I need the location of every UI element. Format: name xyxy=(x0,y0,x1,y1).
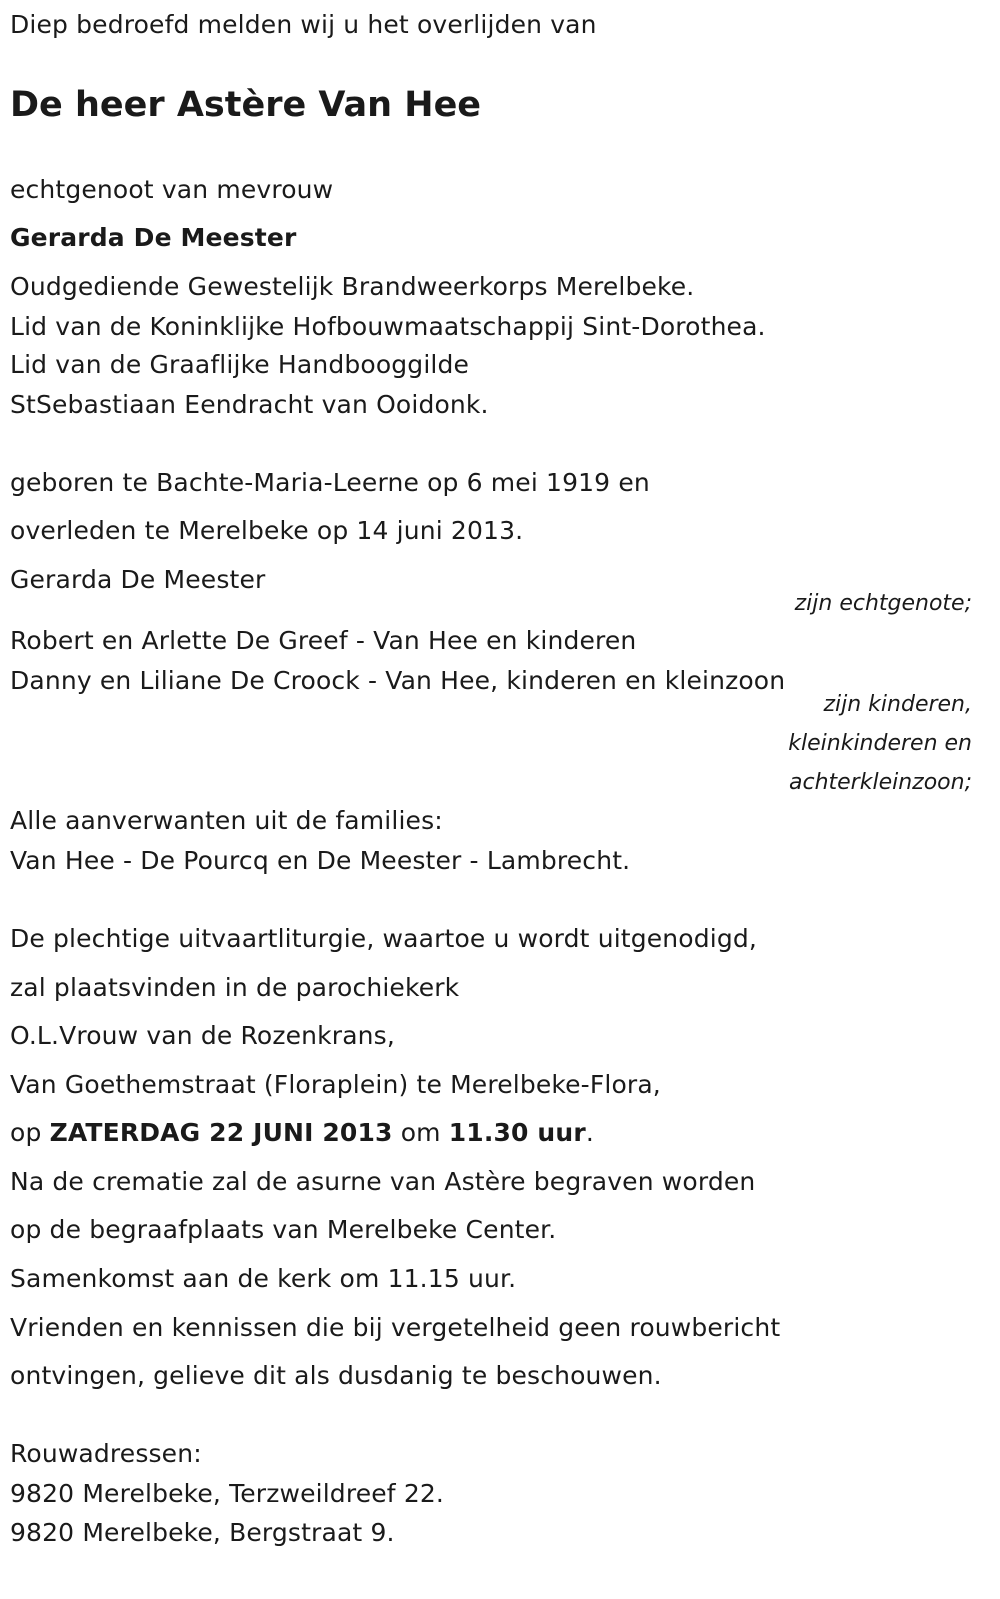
affiliation-line: StSebastiaan Eendracht van Ooidonk. xyxy=(10,390,489,419)
funeral-date-prefix: op xyxy=(10,1118,42,1147)
funeral-line: zal plaatsvinden in de parochiekerk xyxy=(10,973,460,1002)
funeral-time: 11.30 uur xyxy=(448,1118,586,1147)
intro-text: Diep bedroefd melden wij u het overlijden van xyxy=(10,10,597,39)
notice-text: Vrienden en kennissen die bij vergetelheid geen rouwbericht xyxy=(10,1313,781,1342)
funeral-address: Van Goethemstraat (Floraplein) te Merelbeke-Flora, xyxy=(10,1070,661,1099)
funeral-line: De plechtige uitvaartliturgie, waartoe u wordt uitgenodigd, xyxy=(10,924,757,953)
affiliation-line: Oudgediende Gewestelijk Brandweerkorps Merelbeke. xyxy=(10,272,695,301)
mourner-children-line: Robert en Arlette De Greef - Van Hee en kinderen xyxy=(10,626,637,655)
children-role-line: achterkleinzoon; xyxy=(789,770,972,795)
funeral-datetime xyxy=(10,1118,594,1148)
mourner-spouse-role: zijn echtgenote; xyxy=(794,591,972,616)
birth-text: geboren te Bachte-Maria-Leerne op 6 mei 1919 en xyxy=(10,468,650,497)
spouse-intro: echtgenoot van mevrouw xyxy=(10,175,334,204)
relatives-intro: Alle aanverwanten uit de families: xyxy=(10,806,443,835)
funeral-church: O.L.Vrouw van de Rozenkrans, xyxy=(10,1021,395,1050)
address-line: 9820 Merelbeke, Terzweildreef 22. xyxy=(10,1479,445,1508)
funeral-datetime-suffix: . xyxy=(585,1118,594,1147)
mourner-children-line: Danny en Liliane De Croock - Van Hee, kinderen en kleinzoon xyxy=(10,666,786,695)
notice-text: ontvingen, gelieve dit als dusdanig te beschouwen. xyxy=(10,1361,662,1390)
affiliation-line: Lid van de Graaflijke Handbooggilde xyxy=(10,350,470,379)
deceased-name: De heer Astère Van Hee xyxy=(10,85,482,125)
cremation-text: Na de crematie zal de asurne van Astère begraven worden xyxy=(10,1167,756,1196)
address-line: 9820 Merelbeke, Bergstraat 9. xyxy=(10,1518,395,1547)
mourner-spouse: Gerarda De Meester xyxy=(10,565,266,594)
children-role-line: kleinkinderen en xyxy=(788,731,972,756)
gathering-text: Samenkomst aan de kerk om 11.15 uur. xyxy=(10,1264,517,1293)
addresses-heading: Rouwadressen: xyxy=(10,1439,202,1468)
cremation-text: op de begraafplaats van Merelbeke Center. xyxy=(10,1215,557,1244)
death-text: overleden te Merelbeke op 14 juni 2013. xyxy=(10,516,524,545)
funeral-date: ZATERDAG 22 JUNI 2013 xyxy=(49,1118,393,1147)
spouse-name: Gerarda De Meester xyxy=(10,223,297,252)
children-role-line: zijn kinderen, xyxy=(823,692,972,717)
funeral-time-prefix: om xyxy=(400,1118,441,1147)
relatives-families: Van Hee - De Pourcq en De Meester - Lambrecht. xyxy=(10,846,631,875)
affiliation-line: Lid van de Koninklijke Hofbouwmaatschappij Sint-Dorothea. xyxy=(10,312,766,341)
